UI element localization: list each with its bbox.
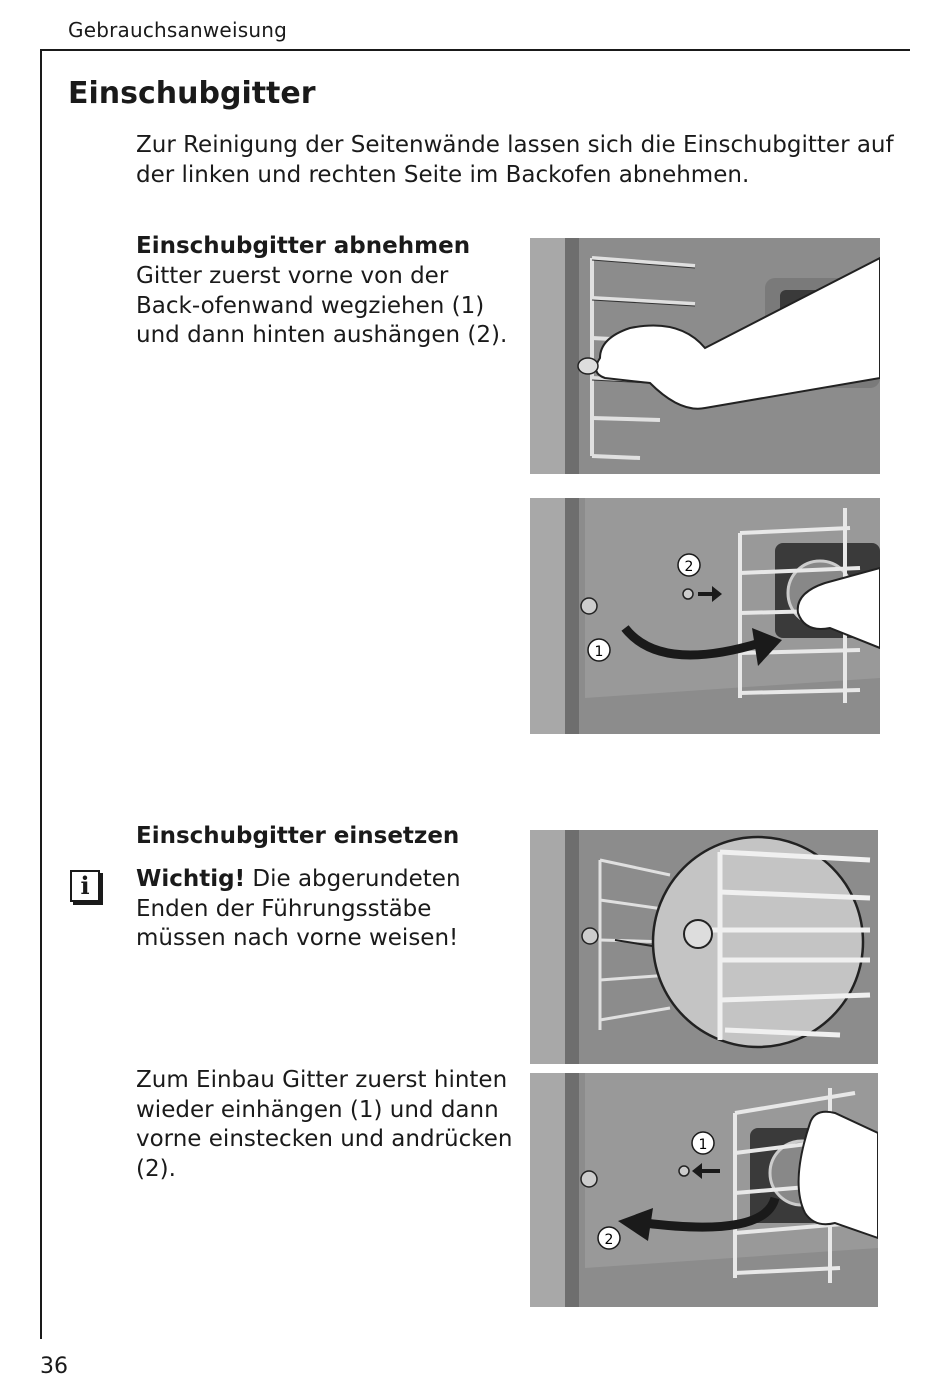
insert-heading: Einschubgitter einsetzen <box>136 823 460 849</box>
figure-remove-marker-1: 1 <box>594 644 604 660</box>
figure-insert-marker-2: 2 <box>604 1232 614 1248</box>
running-header: Gebrauchsanweisung <box>68 18 287 42</box>
figure-rounded-ends-detail <box>530 830 878 1064</box>
section-title: Einschubgitter <box>68 76 316 111</box>
intro-paragraph: Zur Reinigung der Seitenwände lassen sich die Einschubgitter auf der linken und rechten Seite im Backofen abnehmen. <box>136 132 894 188</box>
figure-remove-pull <box>530 238 880 474</box>
important-note <box>136 865 516 954</box>
figure-insert <box>530 1073 878 1307</box>
margin-rule <box>40 49 42 1339</box>
remove-heading: Einschubgitter abnehmen <box>136 233 471 259</box>
remove-instructions: Gitter zuerst vorne von der Back-ofenwand wegziehen (1) und dann hinten aushängen (2). <box>136 263 508 348</box>
header-rule <box>40 49 910 51</box>
insert-instructions: Zum Einbau Gitter zuerst hinten wieder einhängen (1) und dann vorne einstecken und andrücken (2). <box>136 1067 513 1182</box>
info-icon <box>70 870 100 902</box>
important-text: Die abgerundeten Enden der Führungsstäbe müssen nach vorne weisen! <box>136 866 461 951</box>
important-label: Wichtig! <box>136 866 246 892</box>
figure-insert-marker-1: 1 <box>698 1137 708 1153</box>
info-icon-glyph: i <box>80 871 90 900</box>
page-number: 36 <box>40 1354 68 1379</box>
figure-remove-marker-2: 2 <box>684 559 694 575</box>
figure-remove-unhook <box>530 498 880 734</box>
